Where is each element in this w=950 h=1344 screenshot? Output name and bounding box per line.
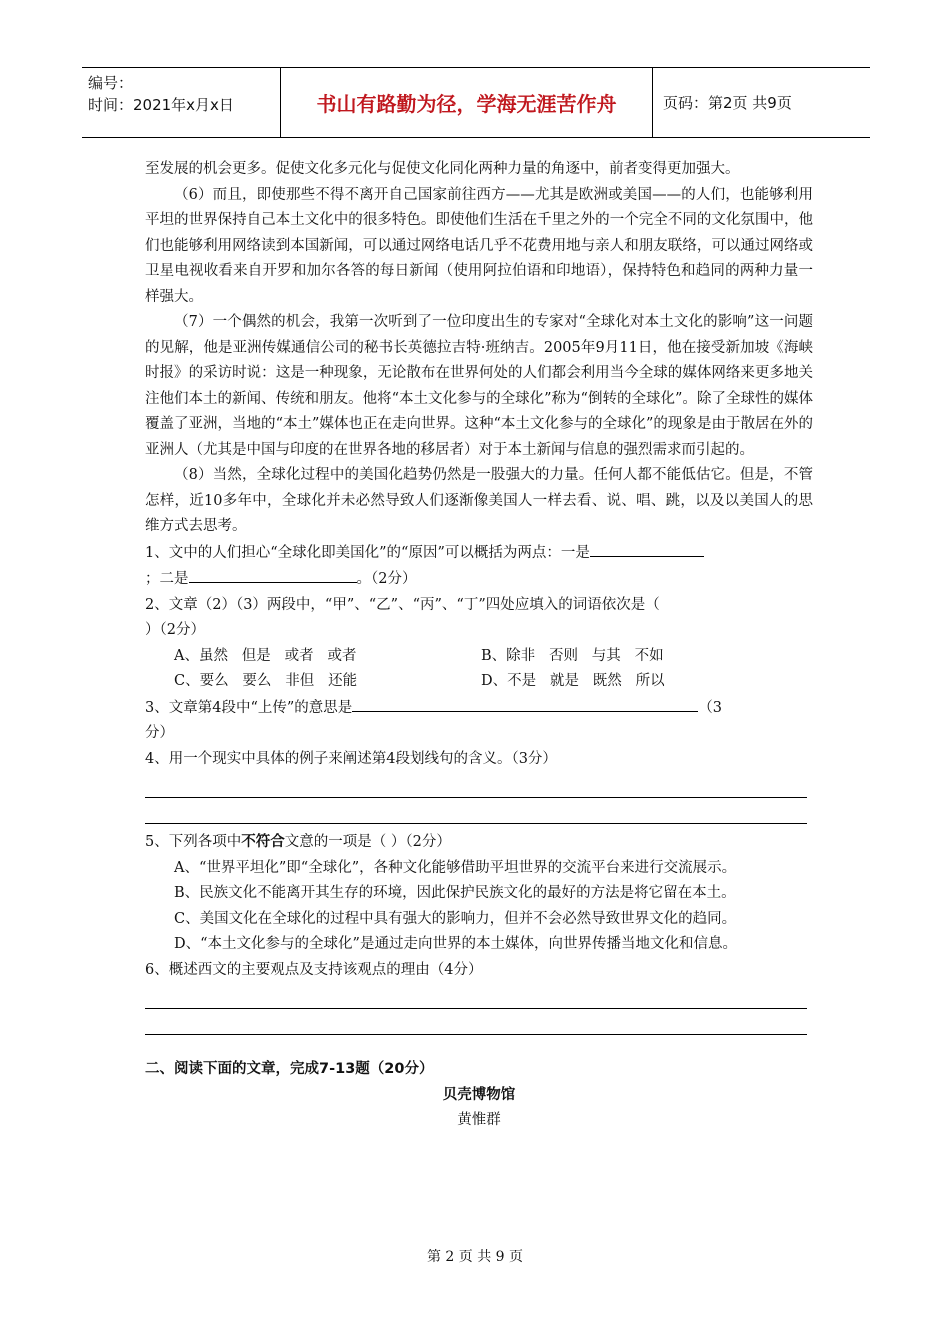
header-motto: 书山有路勤为径，学海无涯苦作舟: [281, 68, 653, 137]
number-label: 编号：: [88, 74, 134, 92]
answer-blank[interactable]: [590, 540, 704, 557]
paragraph-6: （6）而且，即使那些不得不离开自己国家前往西方——尤其是欧洲或美国——的人们，也能够利用平坦的世界保持自己本土文化中的很多特色。即使他们生活在千里之外的一个完全不同的文化氛围中，他们也能够利用网络读到本国新闻，可以通过网络电话几乎不花费用地与亲人和朋友联络，可以通过网络或卫星电视收看来自开罗和加尔各答的每日新闻（使用阿拉伯语和印地语），保持特色和趋同的两种力量一样强大。: [145, 186, 813, 305]
article-author: 黄惟群: [457, 1112, 501, 1128]
option-a[interactable]: A、虽然 但是 或者 或者: [174, 647, 357, 664]
section-heading: 二、阅读下面的文章，完成7-13题（20分）: [145, 1061, 434, 1077]
question-5: 5、下列各项中不符合文意的一项是（ ）（2分）: [145, 834, 451, 850]
header-meta: [82, 68, 281, 137]
answer-blank[interactable]: [189, 566, 357, 583]
question-2: 2、文章（2）（3）两段中，“甲”、“乙”、“丙”、“丁”四处应填入的词语依次是（: [145, 596, 660, 613]
document-body: [145, 157, 813, 1134]
option-d[interactable]: D、不是 就是 既然 所以: [481, 673, 665, 689]
article-title: 贝壳博物馆: [442, 1086, 516, 1103]
answer-line[interactable]: [145, 798, 807, 824]
paragraph-continued: 至发展的机会更多。促使文化多元化与促使文化同化两种力量的角逐中，前者变得更加强大。: [145, 161, 740, 177]
question-3: 3、文章第4段中“上传”的意思是 （3: [145, 695, 813, 722]
paragraph-8: （8）当然，全球化过程中的美国化趋势仍然是一股强大的力量。任何人都不能低估它。但是，不管怎样，近10多年中，全球化并未必然导致人们逐渐像美国人一样去看、说、唱、跳，以及以美国人的思维方式去思考。: [145, 467, 813, 534]
answer-line[interactable]: [145, 983, 807, 1009]
option-c[interactable]: C、美国文化在全球化的过程中具有强大的影响力，但并不会必然导致世界文化的趋同。: [174, 910, 737, 927]
page-footer: 第 2 页 共 9 页: [426, 1249, 524, 1265]
page-header: [82, 67, 870, 138]
answer-line[interactable]: [145, 1009, 807, 1035]
question-1: 1、文中的人们担心“全球化即美国化”的“原因”可以概括为两点：一是: [145, 540, 813, 567]
answer-line[interactable]: [145, 772, 807, 798]
question-4: 4、用一个现实中具体的例子来阐述第4段划线句的含义。（3分）: [145, 750, 557, 767]
option-a[interactable]: A、“世界平坦化”即“全球化”，各种文化能够借助平坦世界的交流平台来进行交流展示。: [174, 859, 737, 876]
question-2-cont: ）（2分）: [145, 622, 205, 638]
question-1-cont: ；二是 。（2分）: [145, 566, 813, 593]
header-page-info: 页码：第2页 共9页: [663, 94, 792, 112]
question-3-cont: 分）: [145, 725, 174, 741]
option-row: [145, 669, 813, 695]
option-b[interactable]: B、除非 否则 与其 不如: [481, 647, 664, 664]
option-b[interactable]: B、民族文化不能离开其生存的环境，因此保护民族文化的最好的方法是将它留在本土。: [174, 885, 736, 901]
answer-blank[interactable]: [352, 695, 698, 712]
date-label: 时间：2021年x月x日: [88, 96, 234, 114]
paragraph-7: （7）一个偶然的机会，我第一次听到了一位印度出生的专家对“全球化对本土文化的影响”这一问题的见解，他是亚洲传媒通信公司的秘书长英德拉吉特·班纳吉。2005年9月11日，他在接受新加坡《海峡时报》的采访时说：这是一种现象，无论散布在世界何处的人们都会利用当今全球的媒体网络来更多地关注他们本土的新闻、传统和朋友。他将“本土文化参与的全球化”称为“倒转的全球化”。除了全球性的媒体覆盖了亚洲，当地的“本土”媒体也正在走向世界。这种“本土文化参与的全球化”的现象是由于散居在外的亚洲人（尤其是中国与印度的在世界各地的移居者）对于本土新闻与信息的强烈需求而引起的。: [145, 314, 813, 458]
option-c[interactable]: C、要么 要么 非但 还能: [174, 673, 358, 689]
option-d[interactable]: D、“本土文化参与的全球化”是通过走向世界的本土媒体，向世界传播当地文化和信息。: [174, 936, 737, 952]
question-6: 6、概述西文的主要观点及支持该观点的理由（4分）: [145, 961, 483, 978]
option-row: [145, 644, 813, 670]
